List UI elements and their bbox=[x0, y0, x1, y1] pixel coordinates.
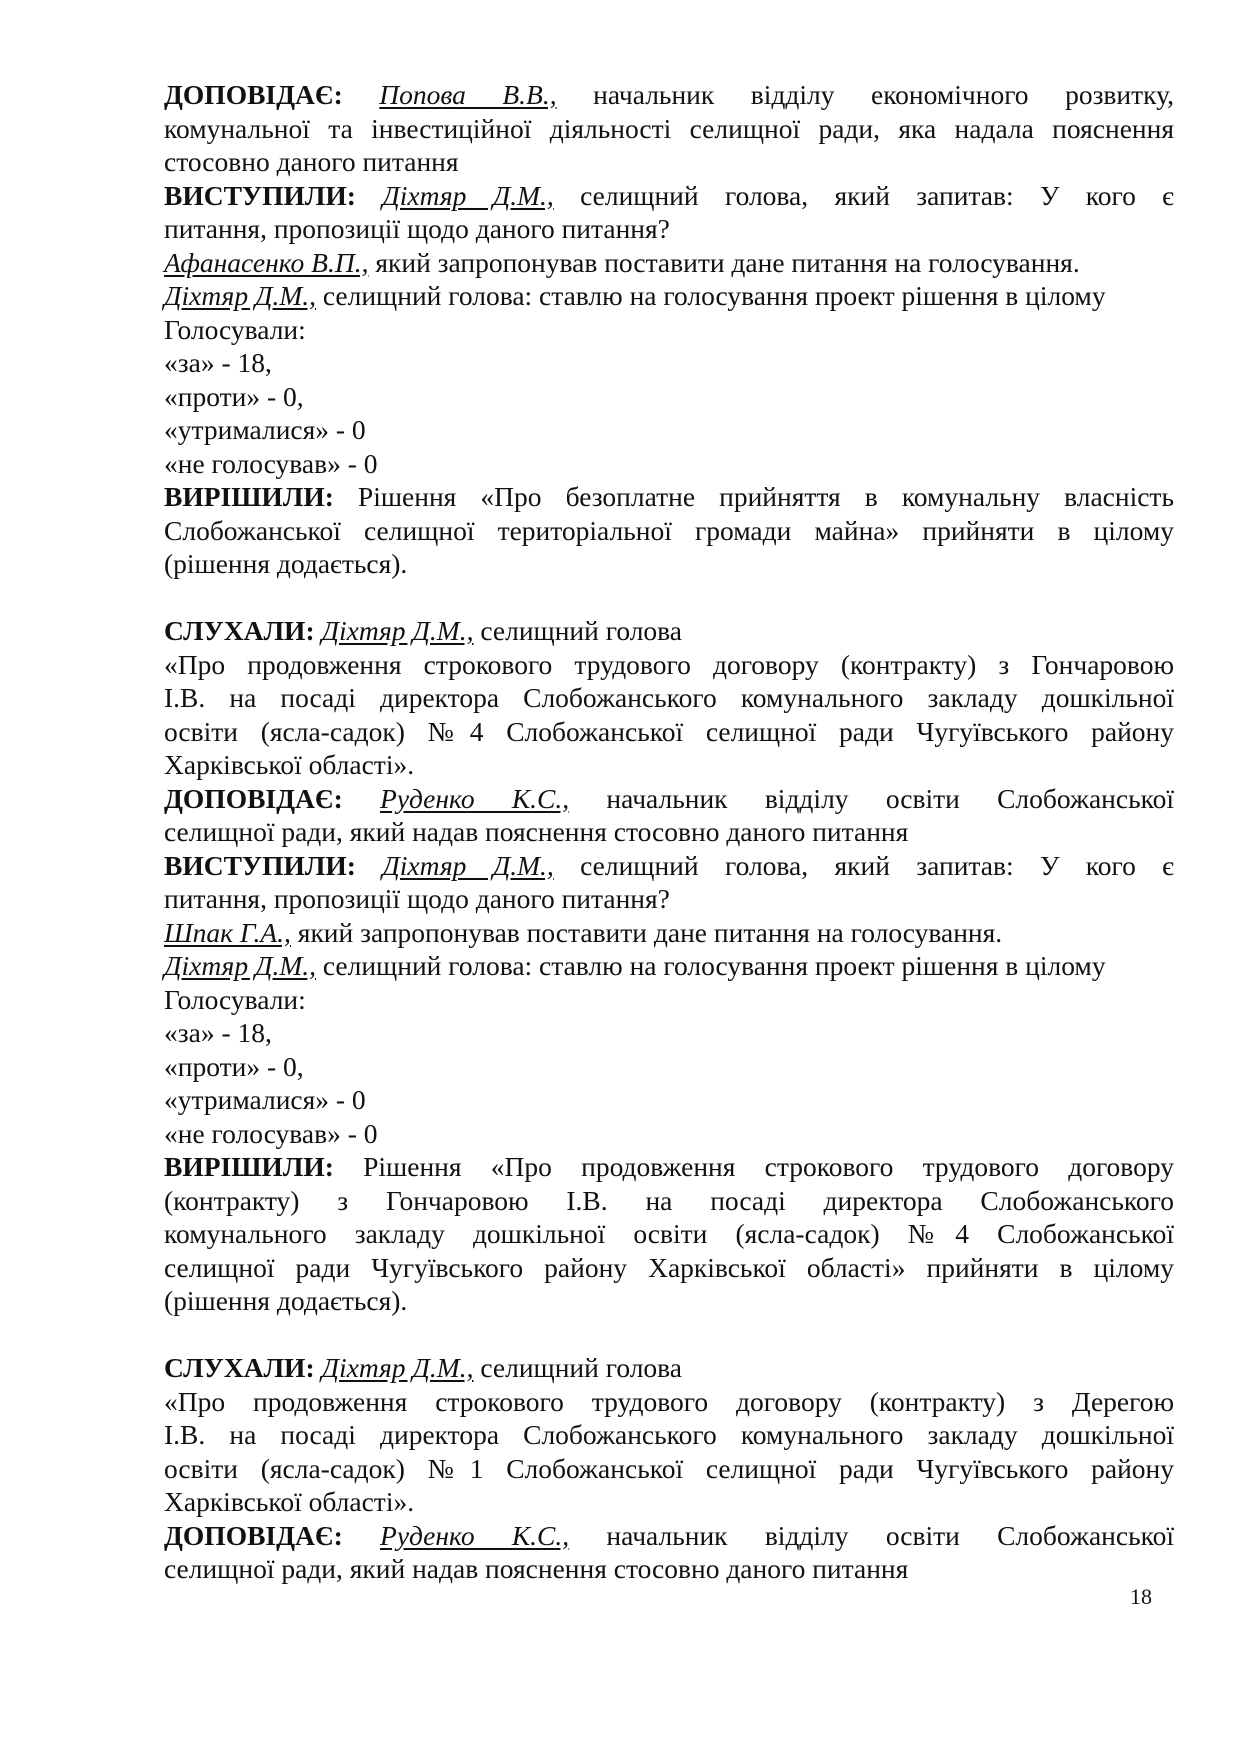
decision-line bbox=[164, 480, 1174, 514]
reporter-name: Руденко К.С., bbox=[380, 1519, 570, 1551]
reporter-line bbox=[164, 782, 1174, 816]
speaker-label: ВИСТУПИЛИ: bbox=[164, 179, 356, 211]
heard-line bbox=[164, 614, 1174, 648]
reporter-text: начальник відділу освіти Слобожанської bbox=[569, 1519, 1174, 1551]
section-gap bbox=[164, 581, 1174, 615]
decision-line: комунального закладу дошкільної освіти (ясла-садок) №4 Слобожанської bbox=[164, 1218, 1174, 1249]
vote-title: Голосували: bbox=[164, 983, 306, 1015]
vote-abstain: «утрималися» - 0 bbox=[164, 1084, 366, 1115]
speaker-line bbox=[164, 849, 1174, 883]
decision-line: (рішення додається). bbox=[164, 1285, 408, 1316]
vote-none: «не голосував» - 0 bbox=[164, 1117, 378, 1149]
decision-label: ВИРІШИЛИ: bbox=[164, 481, 334, 512]
reporter-line: селищної ради, який надав пояснення стосовно даного питання bbox=[164, 1553, 909, 1584]
heard-label: СЛУХАЛИ: bbox=[164, 615, 315, 646]
topic-line: Харківської області». bbox=[164, 749, 415, 780]
chair-name: Діхтяр Д.М., bbox=[164, 280, 316, 311]
reporter-line bbox=[164, 1519, 1174, 1553]
topic-line: освіти (ясла-садок) №1 Слобожанської селищної ради Чугуївського району bbox=[164, 1452, 1174, 1484]
vote-against: «проти» - 0, bbox=[164, 1050, 304, 1082]
speaker-line bbox=[164, 179, 1174, 213]
decision-line: Слобожанської селищної територіальної громади майна» прийняти в цілому bbox=[164, 514, 1174, 546]
decision-line: (контракту) з Гончаровою І.В. на посаді директора Слобожанського bbox=[164, 1184, 1174, 1216]
topic-line: Харківської області». bbox=[164, 1486, 415, 1517]
reporter-label: ДОПОВІДАЄ: bbox=[164, 782, 343, 814]
proposer-text: який запропонував поставити дане питання на голосування. bbox=[368, 246, 1080, 278]
heard-text: селищний голова bbox=[473, 615, 683, 646]
reporter-text: начальник відділу освіти Слобожанської bbox=[569, 782, 1174, 814]
speaker-label: ВИСТУПИЛИ: bbox=[164, 849, 356, 881]
vote-against: «проти» - 0, bbox=[164, 380, 304, 412]
topic-line: І.В. на посаді директора Слобожанського комунального закладу дошкільної bbox=[164, 1419, 1174, 1450]
reporter-line: комунальної та інвестиційної діяльності селищної ради, яка надала пояснення bbox=[164, 112, 1174, 144]
vote-abstain: «утрималися» - 0 bbox=[164, 414, 366, 445]
reporter-label: ДОПОВІДАЄ: bbox=[164, 1519, 343, 1551]
speaker-name: Діхтяр Д.М., bbox=[382, 179, 554, 211]
proposer-line bbox=[164, 246, 1174, 280]
decision-line: (рішення додається). bbox=[164, 548, 408, 579]
decision-label: ВИРІШИЛИ: bbox=[164, 1151, 334, 1182]
reporter-text: начальник відділу економічного розвитку, bbox=[556, 79, 1174, 110]
section-gap bbox=[164, 1318, 1174, 1352]
vote-for: «за» - 18, bbox=[164, 347, 272, 378]
speaker-line: питання, пропозиції щодо даного питання? bbox=[164, 213, 670, 244]
reporter-line: стосовно даного питання bbox=[164, 146, 459, 177]
reporter-line bbox=[164, 78, 1174, 112]
chair-name: Діхтяр Д.М., bbox=[164, 950, 316, 981]
heard-text: селищний голова bbox=[473, 1352, 683, 1383]
decision-text: Рішення «Про продовження строкового трудового договору bbox=[333, 1151, 1174, 1182]
chair-line bbox=[164, 279, 1174, 313]
decision-text: Рішення «Про безоплатне прийняття в комунальну власність bbox=[333, 481, 1174, 512]
document-page bbox=[164, 78, 1174, 1586]
topic-line: «Про продовження строкового трудового договору (контракту) з Дерегою bbox=[164, 1385, 1174, 1417]
topic-line: «Про продовження строкового трудового договору (контракту) з Гончаровою bbox=[164, 648, 1174, 680]
reporter-line: селищної ради, який надав пояснення стосовно даного питання bbox=[164, 816, 909, 847]
reporter-name: Попова В.В., bbox=[379, 79, 557, 110]
heard-label: СЛУХАЛИ: bbox=[164, 1352, 315, 1383]
page-number: 18 bbox=[1130, 1584, 1152, 1609]
vote-title: Голосували: bbox=[164, 313, 306, 345]
decision-line: селищної ради Чугуївського району Харківської області» прийняти в цілому bbox=[164, 1251, 1174, 1283]
heard-name: Діхтяр Д.М., bbox=[321, 1352, 474, 1383]
topic-line: І.В. на посаді директора Слобожанського комунального закладу дошкільної bbox=[164, 682, 1174, 713]
chair-line bbox=[164, 949, 1174, 983]
chair-text: селищний голова: ставлю на голосування проект рішення в цілому bbox=[315, 950, 1106, 981]
vote-none: «не голосував» - 0 bbox=[164, 447, 378, 479]
chair-text: селищний голова: ставлю на голосування проект рішення в цілому bbox=[315, 280, 1106, 311]
proposer-line bbox=[164, 916, 1174, 950]
decision-line bbox=[164, 1150, 1174, 1184]
proposer-name: Шпак Г.А., bbox=[164, 916, 291, 948]
reporter-name: Руденко К.С., bbox=[380, 782, 570, 814]
heard-name: Діхтяр Д.М., bbox=[321, 615, 474, 646]
speaker-name: Діхтяр Д.М., bbox=[382, 849, 554, 881]
vote-for: «за» - 18, bbox=[164, 1017, 272, 1048]
speaker-line: питання, пропозиції щодо даного питання? bbox=[164, 883, 670, 914]
heard-line bbox=[164, 1351, 1174, 1385]
proposer-text: який запропонував поставити дане питання на голосування. bbox=[290, 916, 1003, 948]
proposer-name: Афанасенко В.П., bbox=[164, 246, 369, 278]
reporter-label: ДОПОВІДАЄ: bbox=[164, 79, 343, 110]
speaker-text: селищний голова, який запитав: У кого є bbox=[553, 849, 1174, 881]
topic-line: освіти (ясла-садок) №4 Слобожанської селищної ради Чугуївського району bbox=[164, 715, 1174, 747]
speaker-text: селищний голова, який запитав: У кого є bbox=[553, 179, 1174, 211]
